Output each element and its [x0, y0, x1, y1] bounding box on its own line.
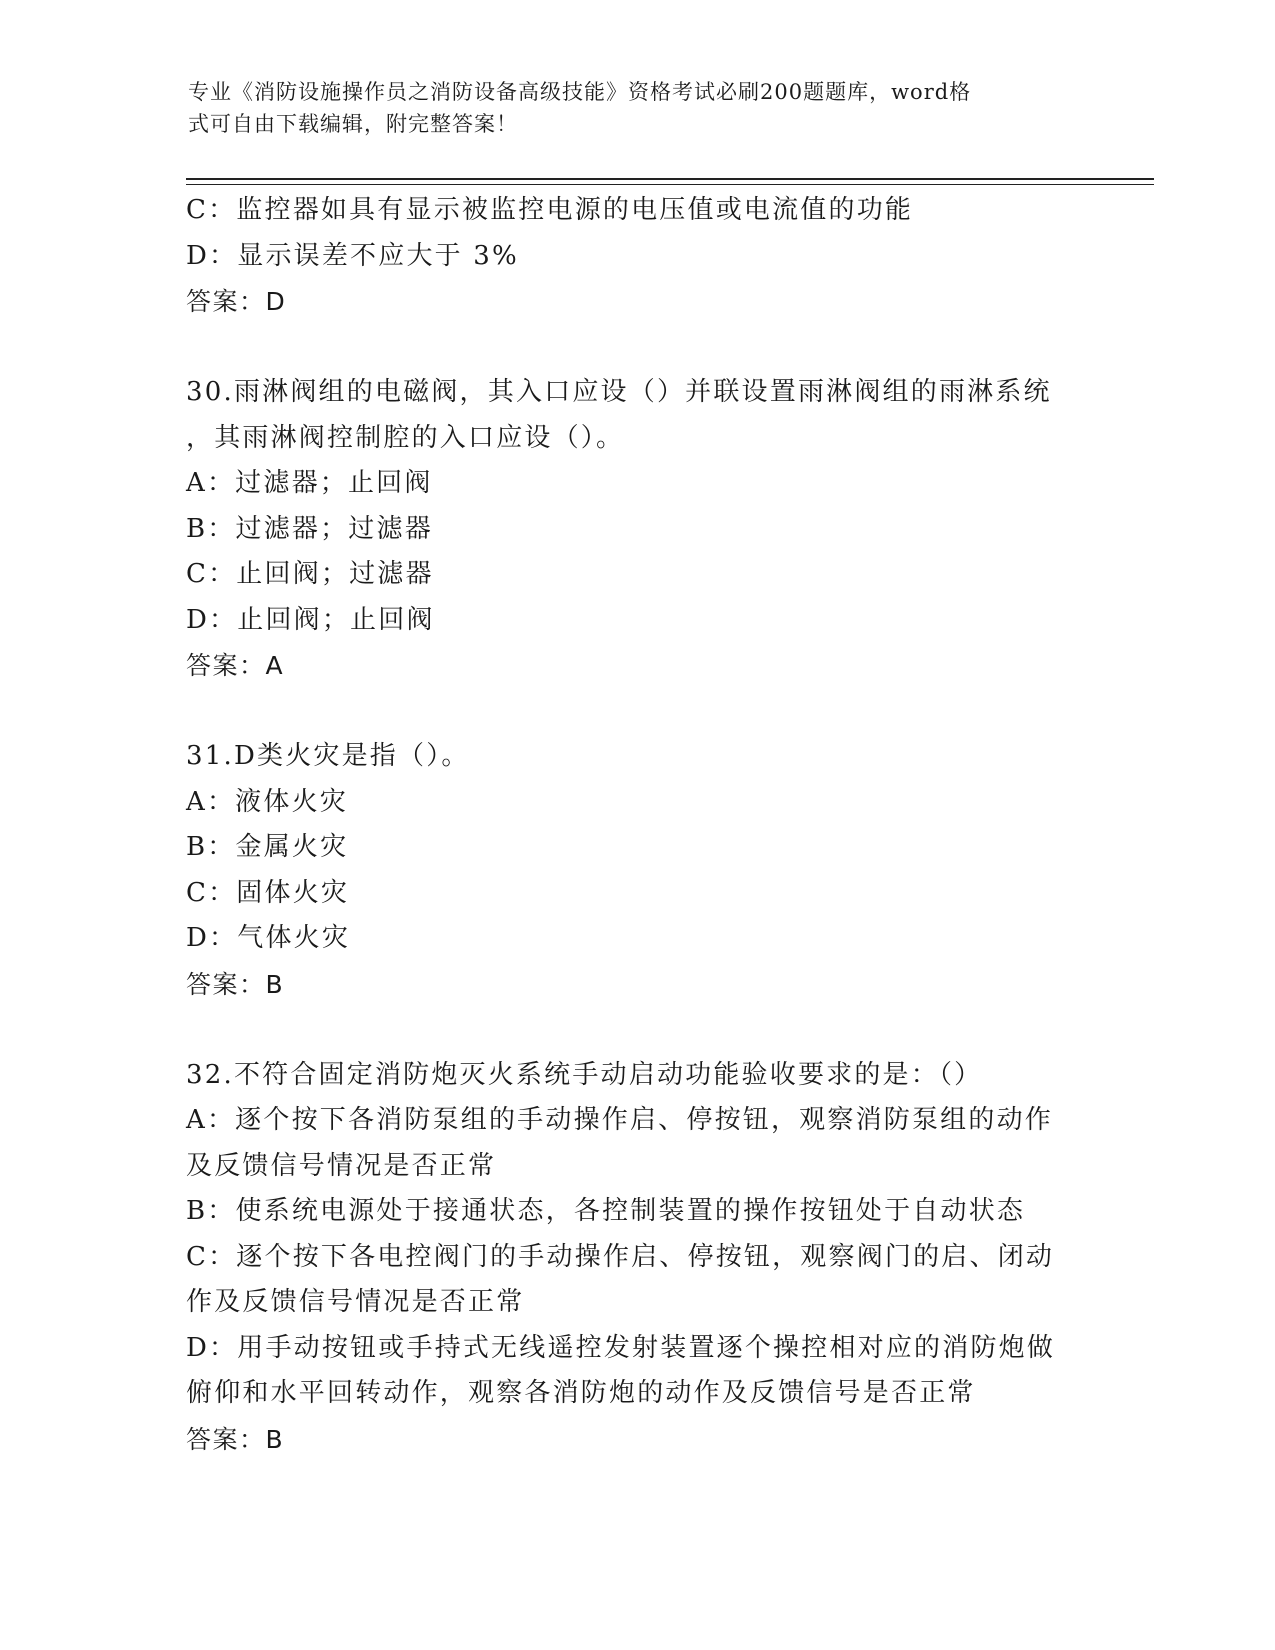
answer: 答案：B: [186, 1424, 285, 1454]
question-30: [186, 370, 1086, 689]
answer: 答案：B: [186, 969, 285, 999]
option-a: A：液体火灾: [186, 786, 348, 817]
option-c: C：逐个按下各电控阀门的手动操作启、停按钮，观察阀门的启、闭动: [186, 1241, 1055, 1272]
option-d: D：用手动按钮或手持式无线遥控发射装置逐个操控相对应的消防炮做: [186, 1332, 1056, 1363]
option-a: A：过滤器；止回阀: [186, 468, 433, 498]
option-d: D：气体火灾: [186, 923, 351, 953]
header-line: 专业《消防设施操作员之消防设备高级技能》资格考试必刷200题题库，word格: [188, 80, 972, 104]
question-list: [186, 188, 1086, 1462]
option-d: D：止回阀；止回阀: [186, 604, 435, 635]
document-header: [188, 76, 1068, 140]
option-b: B：金属火灾: [186, 832, 349, 862]
option-d: D：显示误差不应大于 3%: [186, 240, 519, 271]
spacer: [186, 1007, 1086, 1053]
header-line: 式可自由下载编辑，附完整答案！: [188, 112, 518, 136]
option-d-continued: 俯仰和水平回转动作，观察各消防炮的动作及反馈信号是否正常: [186, 1378, 976, 1408]
question-stem: 30.雨淋阀组的电磁阀，其入口应设（）并联设置雨淋阀组的雨淋系统: [186, 377, 1052, 407]
question-stem: ，其雨淋阀控制腔的入口应设（）。: [186, 422, 625, 453]
option-c: C：止回阀；过滤器: [186, 559, 434, 589]
option-a: A：逐个按下各消防泵组的手动操作启、停按钮，观察消防泵组的动作: [186, 1105, 1053, 1135]
option-c: C：监控器如具有显示被监控电源的电压值或电流值的功能: [186, 195, 914, 225]
question-stem: 32.不符合固定消防炮灭火系统手动启动功能验收要求的是：（）: [186, 1059, 983, 1090]
answer: 答案：D: [186, 287, 287, 316]
question-31: [186, 734, 1086, 1007]
spacer: [186, 325, 1086, 371]
question-32: [186, 1053, 1086, 1463]
option-c-continued: 作及反馈信号情况是否正常: [186, 1287, 525, 1317]
answer: 答案：A: [186, 651, 285, 680]
option-c: C：固体火灾: [186, 877, 350, 908]
header-divider-thin: [186, 184, 1154, 185]
option-a-continued: 及反馈信号情况是否正常: [186, 1150, 497, 1181]
option-b: B：过滤器；过滤器: [186, 513, 433, 544]
option-b: B：使系统电源处于接通状态，各控制装置的操作按钮处于自动状态: [186, 1196, 1026, 1226]
question-29-continued: [186, 188, 1086, 325]
question-stem: 31.D类火灾是指（）。: [186, 741, 470, 771]
spacer: [186, 689, 1086, 735]
header-divider: [186, 178, 1154, 180]
